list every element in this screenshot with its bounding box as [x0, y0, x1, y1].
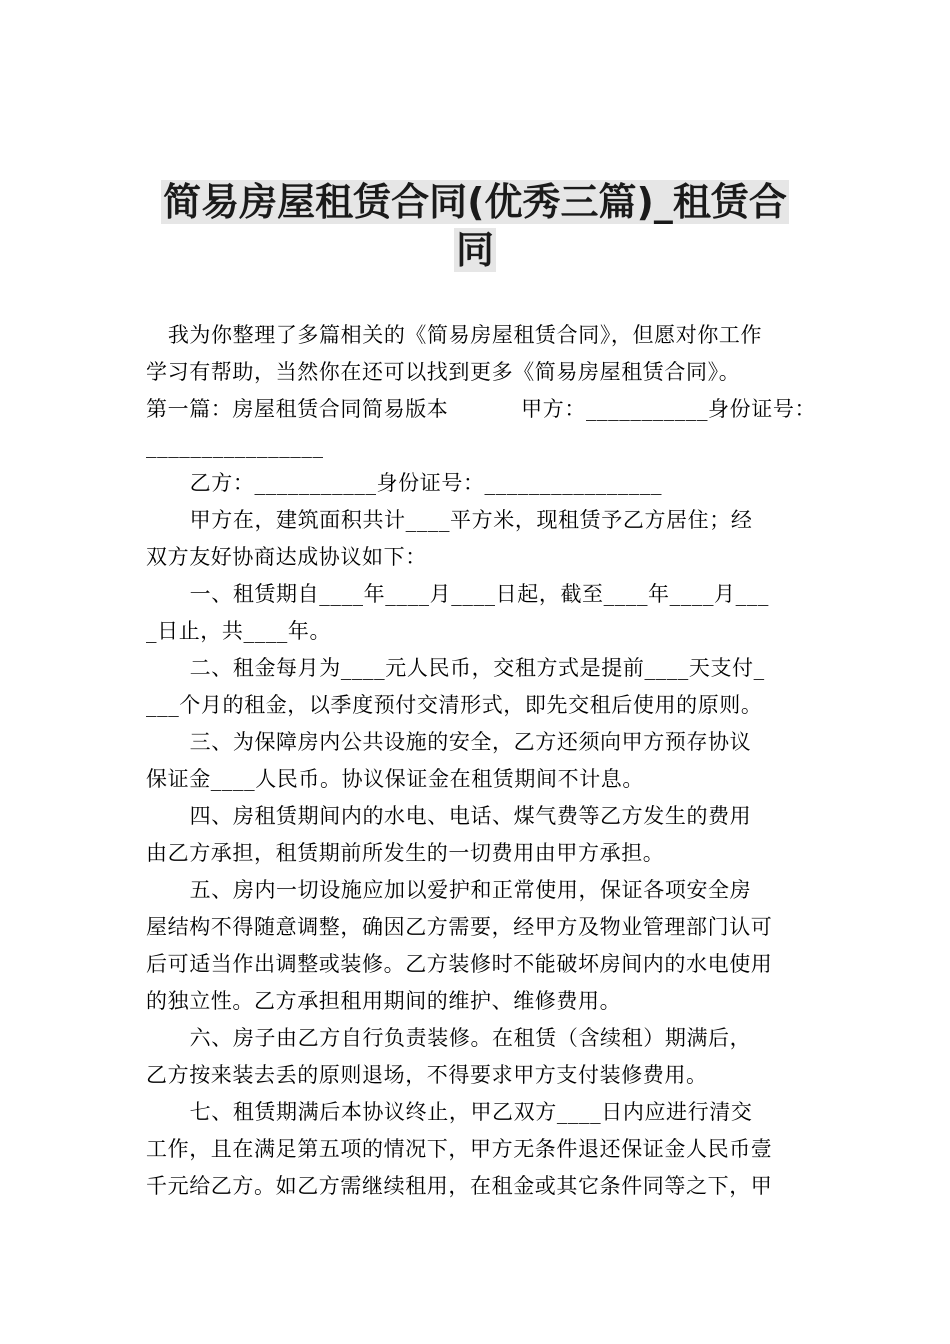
- body-text-line: 千元给乙方。如乙方需继续租用，在租金或其它条件同等之下，甲: [146, 1174, 773, 1198]
- body-text-line: 五、房内一切设施应加以爱护和正常使用，保证各项安全房: [146, 878, 752, 902]
- body-text-line: 双方友好协商达成协议如下：: [146, 545, 427, 569]
- body-text-line: 七、租赁期满后本协议终止，甲乙双方____日内应进行清交: [146, 1100, 753, 1124]
- body-text-line: 学习有帮助，当然你在还可以找到更多《简易房屋租赁合同》。: [146, 360, 741, 384]
- body-text-line: 六、房子由乙方自行负责装修。在租赁（含续租）期满后，: [146, 1026, 752, 1050]
- body-text-line: 我为你整理了多篇相关的《简易房屋租赁合同》，但愿对你工作: [146, 323, 763, 347]
- body-text-line: 二、租金每月为____元人民币，交租方式是提前____天支付_: [146, 656, 765, 680]
- body-text-line: 工作，且在满足第五项的情况下，甲方无条件退还保证金人民币壹: [146, 1137, 773, 1161]
- body-text-line: 四、房租赁期间内的水电、电话、煤气费等乙方发生的费用: [146, 804, 752, 828]
- body-text-line: 乙方按来装去丢的原则退场，不得要求甲方支付装修费用。: [146, 1063, 708, 1087]
- body-text-line: ___个月的租金，以季度预付交清形式，即先交租后使用的原则。: [146, 693, 763, 717]
- body-text-line: 一、租赁期自____年____月____日起，截至____年____月___: [146, 582, 769, 606]
- body-text-line: _日止，共____年。: [146, 619, 332, 643]
- body-text-line: 的独立性。乙方承担租用期间的维护、维修费用。: [146, 989, 622, 1013]
- body-text-line: 后可适当作出调整或装修。乙方装修时不能破坏房间内的水电使用: [146, 952, 773, 976]
- body-text-line: 乙方：___________身份证号：________________: [146, 471, 663, 495]
- document-title-line-2: 同: [455, 228, 494, 272]
- body-text-line: 三、为保障房内公共设施的安全，乙方还须向甲方预存协议: [146, 730, 752, 754]
- body-text-line: 屋结构不得随意调整，确因乙方需要，经甲方及物业管理部门认可: [146, 915, 773, 939]
- document-title-line-1: 简易房屋租赁合同(优秀三篇)_租赁合: [163, 180, 787, 224]
- body-text-line: 由乙方承担，租赁期前所发生的一切费用由甲方承担。: [146, 841, 665, 865]
- body-text-line: 保证金____人民币。协议保证金在租赁期间不计息。: [146, 767, 644, 791]
- body-text-line: 第一篇：房屋租赁合同简易版本 甲方：___________身份证号：: [146, 397, 817, 421]
- body-text-line: 甲方在，建筑面积共计____平方米，现租赁予乙方居住；经: [146, 508, 753, 532]
- body-text-line: ________________: [146, 434, 324, 458]
